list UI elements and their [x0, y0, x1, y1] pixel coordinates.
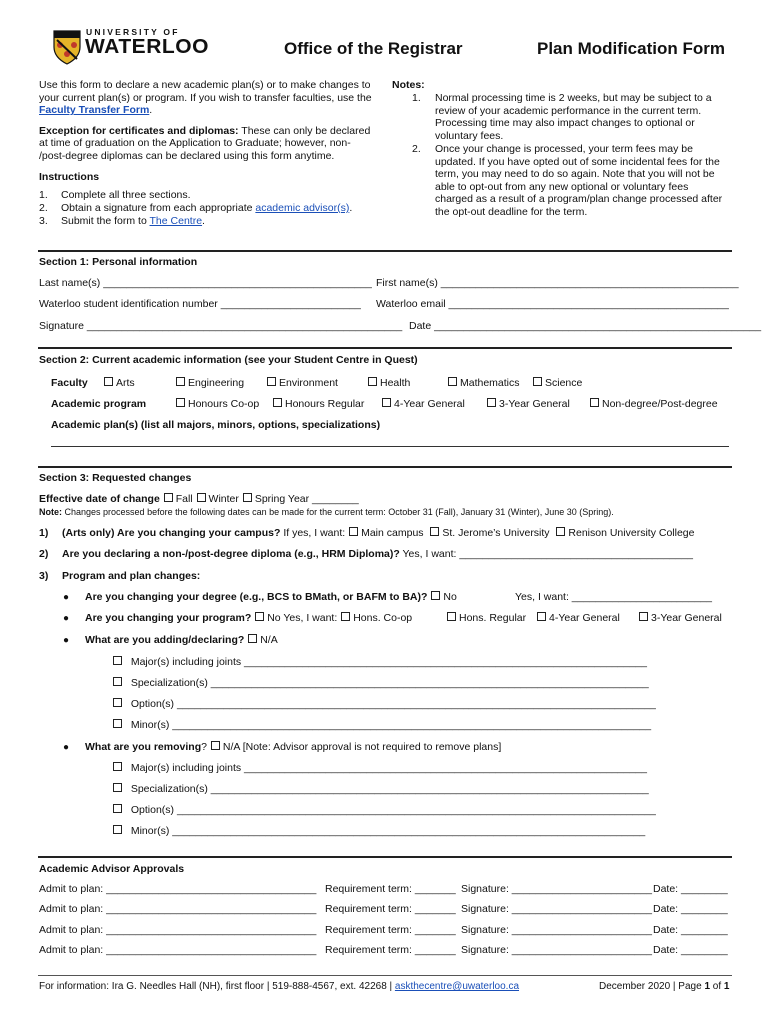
instruction-item: 3. Submit the form to The Centre. — [39, 215, 205, 228]
checkbox-icon — [382, 398, 391, 407]
date-field[interactable]: Date ________________________________________________________ — [409, 320, 762, 332]
faculty-health-checkbox[interactable]: Health — [367, 377, 410, 389]
degree-yes-field[interactable]: Yes, I want: ________________________ — [515, 591, 712, 603]
checkbox-icon — [176, 398, 185, 407]
university-logo — [52, 27, 209, 67]
campus-st-jeromes-checkbox[interactable]: St. Jerome’s University — [429, 527, 549, 539]
email-field[interactable]: Waterloo email ________________________________________________ — [376, 298, 729, 310]
checkbox-icon — [368, 377, 377, 386]
checkbox-icon — [487, 398, 496, 407]
checkbox-icon — [113, 719, 122, 728]
checkbox-icon — [273, 398, 282, 407]
degree-no-checkbox[interactable]: No — [430, 591, 456, 603]
section-divider — [38, 466, 732, 468]
program-hons-coop-checkbox[interactable]: Hons. Co-op — [340, 612, 412, 624]
centre-email-link[interactable]: askthecentre@uwaterloo.ca — [394, 981, 520, 992]
checkbox-icon — [431, 591, 440, 600]
checkbox-icon — [113, 825, 122, 834]
checkbox-icon — [248, 634, 257, 643]
instructions-heading: Instructions — [39, 170, 100, 183]
the-centre-link[interactable]: The Centre — [149, 215, 203, 228]
checkbox-icon — [113, 677, 122, 686]
diploma-question: Are you declaring a non-/post-degree diploma (e.g., HRM Diploma)? Yes, I want: ________________________________________ — [62, 548, 693, 560]
program-change-question: Are you changing your program? No Yes, I want: Hons. Co-op — [85, 612, 413, 624]
remove-specialization-field[interactable]: Specialization(s) ___________________________________________________________________________ — [112, 783, 649, 795]
faculty-mathematics-checkbox[interactable]: Mathematics — [447, 377, 520, 389]
section-3-title: Section 3: Requested changes — [39, 472, 192, 484]
term-deadline-note: Note: Changes processed before the following dates can be made for the current term: October 31 (Fall), January 31 (Winter), June 30 (Spring). — [39, 507, 614, 517]
checkbox-icon — [590, 398, 599, 407]
program-4yr-general-checkbox[interactable]: 4-Year General — [381, 398, 465, 410]
checkbox-icon — [113, 656, 122, 665]
program-3yr-general-checkbox[interactable]: 3-Year General — [486, 398, 570, 410]
section-divider — [38, 856, 732, 858]
faculty-environment-checkbox[interactable]: Environment — [266, 377, 338, 389]
checkbox-icon — [537, 612, 546, 621]
checkbox-icon — [211, 741, 220, 750]
admit-to-plan-field[interactable]: Admit to plan: ____________________________________ — [39, 903, 317, 915]
program-hons-regular-checkbox[interactable]: Hons. Regular — [446, 612, 526, 624]
requirement-term-field[interactable]: Requirement term: _______ — [325, 944, 456, 956]
advisor-date-field[interactable]: Date: ________ — [653, 883, 728, 895]
question-number: 3) — [39, 570, 49, 582]
requirement-term-field[interactable]: Requirement term: _______ — [325, 883, 456, 895]
note-number: 2. — [412, 143, 421, 155]
campus-question: (Arts only) Are you changing your campus? If yes, I want: Main campus St. Jerome’s University Renison University College — [62, 527, 695, 539]
advisor-date-field[interactable]: Date: ________ — [653, 944, 728, 956]
degree-change-question: Are you changing your degree (e.g., BCS to BMath, or BAFM to BA)? No — [85, 591, 457, 603]
section-2-title: Section 2: Current academic information (see your Student Centre in Quest) — [39, 354, 418, 366]
term-fall-checkbox[interactable]: Fall — [163, 493, 193, 505]
academic-plans-input-line[interactable] — [51, 446, 729, 447]
program-honours-regular-checkbox[interactable]: Honours Regular — [272, 398, 364, 410]
advisor-approvals-title: Academic Advisor Approvals — [39, 863, 185, 875]
intro-period: . — [149, 104, 153, 117]
checkbox-icon — [113, 698, 122, 707]
checkbox-icon — [639, 612, 648, 621]
section-1-title: Section 1: Personal information — [39, 256, 198, 268]
academic-advisor-link[interactable]: academic advisor(s) — [255, 202, 350, 215]
exception-text: /post-degree diplomas can be declared using this form anytime. — [39, 149, 335, 162]
note-number: 1. — [412, 92, 421, 104]
program-3yr-checkbox[interactable]: 3-Year General — [638, 612, 722, 624]
exception-heading: Exception for certificates and diplomas: — [39, 124, 239, 137]
checkbox-icon — [113, 762, 122, 771]
remove-minor-field[interactable]: Minor(s) _________________________________________________________________________________ — [112, 825, 645, 837]
advisor-signature-field[interactable]: Signature: ________________________ — [461, 903, 652, 915]
program-changes-heading: Program and plan changes: — [62, 570, 201, 582]
footer-divider — [38, 975, 732, 976]
section-divider — [38, 347, 732, 349]
checkbox-icon — [164, 493, 173, 502]
admit-to-plan-field[interactable]: Admit to plan: ____________________________________ — [39, 883, 317, 895]
form-title: Plan Modification Form — [537, 39, 725, 58]
removing-na-checkbox[interactable]: N/A [Note: Advisor approval is not required to remove plans] — [210, 741, 501, 753]
add-minor-field[interactable]: Minor(s) __________________________________________________________________________________ — [112, 719, 651, 731]
student-id-field[interactable]: Waterloo student identification number ________________________ — [39, 298, 361, 310]
bullet-icon: ● — [63, 635, 70, 646]
faculty-label: Faculty — [51, 377, 88, 389]
academic-program-label: Academic program — [51, 398, 147, 410]
last-name-field[interactable]: Last name(s) ______________________________________________ — [39, 277, 372, 289]
bullet-icon: ● — [63, 742, 70, 753]
faculty-transfer-link[interactable]: Faculty Transfer Form — [39, 104, 150, 117]
checkbox-icon — [349, 527, 358, 536]
adding-na-checkbox[interactable]: N/A — [247, 634, 278, 646]
advisor-signature-field[interactable]: Signature: ________________________ — [461, 883, 652, 895]
note-1: Normal processing time is 2 weeks, but may be subject to a review of your academic performance in the current term. Processing time may also impact changes to optional or voluntary fees. — [435, 92, 712, 142]
admit-to-plan-field[interactable]: Admit to plan: ____________________________________ — [39, 924, 317, 936]
notes-heading: Notes: — [392, 79, 425, 91]
footer-page-info: December 2020 | Page 1 of 1 — [599, 981, 730, 992]
intro-line: Use this form to declare a new academic plan(s) or to make changes to — [39, 79, 371, 91]
removing-question: What are you removing? N/A [Note: Advisor approval is not required to remove plans] — [85, 741, 502, 753]
requirement-term-field[interactable]: Requirement term: _______ — [325, 924, 456, 936]
year-field[interactable]: Year ________ — [287, 493, 359, 505]
faculty-arts-checkbox[interactable]: Arts — [103, 377, 135, 389]
advisor-date-field[interactable]: Date: ________ — [653, 903, 728, 915]
academic-plans-label: Academic plan(s) (list all majors, minors, options, specializations) — [51, 419, 381, 431]
checkbox-icon — [113, 783, 122, 792]
requirement-term-field[interactable]: Requirement term: _______ — [325, 903, 456, 915]
intro-line: your current plan(s) or program. If you wish to transfer faculties, use the — [39, 91, 372, 104]
adding-question: What are you adding/declaring? N/A — [85, 634, 278, 646]
waterloo-shield-icon — [52, 29, 82, 65]
program-no-checkbox[interactable]: No — [254, 612, 280, 624]
logo-waterloo: WATERLOO — [85, 36, 209, 58]
diploma-field[interactable]: Yes, I want: ________________________________________ — [402, 548, 693, 560]
checkbox-icon — [430, 527, 439, 536]
advisor-signature-field[interactable]: Signature: ________________________ — [461, 924, 652, 936]
checkbox-icon — [533, 377, 542, 386]
term-winter-checkbox[interactable]: Winter — [196, 493, 239, 505]
checkbox-icon — [556, 527, 565, 536]
checkbox-icon — [267, 377, 276, 386]
checkbox-icon — [447, 612, 456, 621]
instruction-item: 1. Complete all three sections. — [39, 189, 191, 202]
checkbox-icon — [176, 377, 185, 386]
question-number: 1) — [39, 527, 49, 539]
signature-field[interactable]: Signature ______________________________________________________ — [39, 320, 403, 332]
office-title: Office of the Registrar — [284, 39, 463, 58]
remove-option-field[interactable]: Option(s) __________________________________________________________________________________ — [112, 804, 656, 816]
campus-main-checkbox[interactable]: Main campus — [348, 527, 423, 539]
exception-text: at time of graduation on the Application to Graduate; however, non- — [39, 137, 351, 150]
checkbox-icon — [104, 377, 113, 386]
question-number: 2) — [39, 548, 49, 560]
instruction-item: 2. Obtain a signature from each appropriate academic advisor(s). — [39, 202, 353, 215]
effective-date-label: Effective date of change — [39, 493, 160, 505]
exception-text: These can only be declared — [241, 124, 371, 137]
add-major-field[interactable]: Major(s) including joints _____________________________________________________________________ — [112, 656, 647, 668]
checkbox-icon — [448, 377, 457, 386]
campus-renison-checkbox[interactable]: Renison University College — [555, 527, 694, 539]
faculty-science-checkbox[interactable]: Science — [532, 377, 582, 389]
checkbox-icon — [197, 493, 206, 502]
program-non-degree-checkbox[interactable]: Non-degree/Post-degree — [589, 398, 718, 410]
advisor-date-field[interactable]: Date: ________ — [653, 924, 728, 936]
checkbox-icon — [255, 612, 264, 621]
section-divider — [38, 250, 732, 252]
remove-major-field[interactable]: Major(s) including joints _____________________________________________________________________ — [112, 762, 647, 774]
advisor-signature-field[interactable]: Signature: ________________________ — [461, 944, 652, 956]
first-name-field[interactable]: First name(s) ___________________________________________________ — [376, 277, 739, 289]
add-specialization-field[interactable]: Specialization(s) ___________________________________________________________________________ — [112, 677, 649, 689]
footer-info: For information: Ira G. Needles Hall (NH), first floor | 519-888-4567, ext. 42268 | askthecentre@uwaterloo.ca — [39, 981, 520, 992]
admit-to-plan-field[interactable]: Admit to plan: ____________________________________ — [39, 944, 317, 956]
checkbox-icon — [243, 493, 252, 502]
effective-date-row — [39, 493, 359, 505]
intro-text — [39, 79, 384, 228]
note-2: Once your change is processed, your term fees may be updated. If you have opted out of some incidental fees for the term, you may need to do so again. Note that you will not be able to opt-out from any new optional or voluntary fees charged as a result of a program/plan change processed after the opt-out deadline for the term. — [435, 143, 723, 218]
term-spring-checkbox[interactable]: Spring — [242, 493, 285, 505]
program-4yr-checkbox[interactable]: 4-Year General — [536, 612, 620, 624]
bullet-icon: ● — [63, 613, 70, 624]
faculty-engineering-checkbox[interactable]: Engineering — [175, 377, 244, 389]
logo-university-of: UNIVERSITY OF — [86, 27, 180, 37]
add-option-field[interactable]: Option(s) __________________________________________________________________________________ — [112, 698, 656, 710]
program-honours-coop-checkbox[interactable]: Honours Co-op — [175, 398, 259, 410]
checkbox-icon — [113, 804, 122, 813]
checkbox-icon — [341, 612, 350, 621]
bullet-icon: ● — [63, 592, 70, 603]
